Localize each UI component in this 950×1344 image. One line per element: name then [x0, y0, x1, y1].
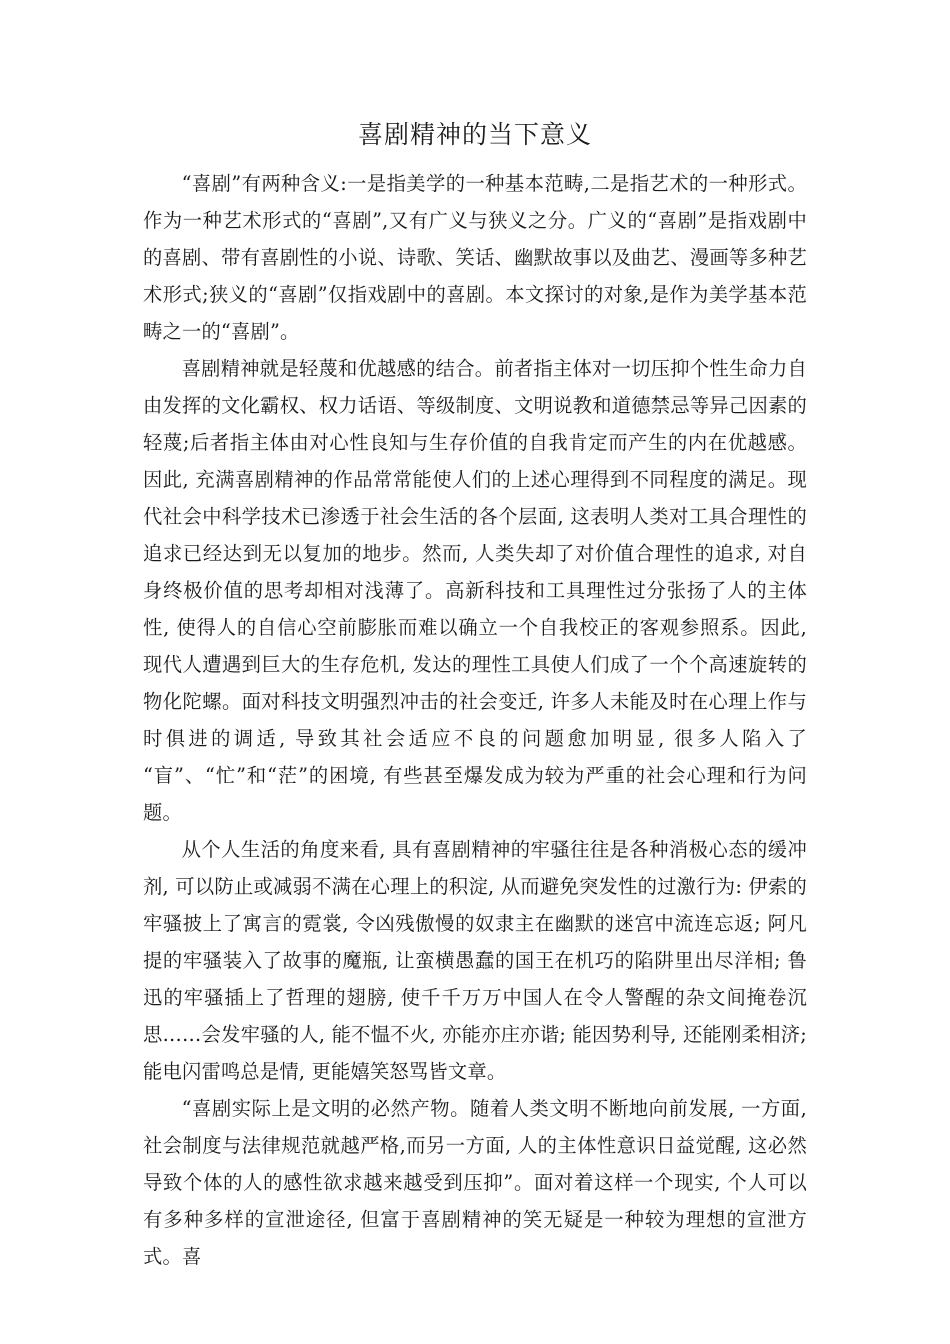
article-body: [143, 165, 807, 1275]
paragraph-3: 从个人生活的角度来看, 具有喜剧精神的牢骚往往是各种消极心态的缓冲剂, 可以防止或减弱不满在心理上的积淀, 从而避免突发性的过激行为: 伊索的牢骚披上了寓言的霓裳, 令凶残傲慢的奴隶主在幽默的迷宫中流连忘返; 阿凡提的牢骚装入了故事的魔瓶, 让蛮横愚蠢的国王在机巧的陷阱里出尽洋相; 鲁迅的牢骚插上了哲理的翅膀, 使千千万万中国人在令人警醒的杂文间掩卷沉思……会发牢骚的人, 能不愠不火, 亦能亦庄亦谐; 能因势利导, 还能刚柔相济; 能电闪雷鸣总是情, 更能嬉笑怒骂皆文章。: [143, 838, 807, 1083]
paragraph-1: “喜剧”有两种含义:一是指美学的一种基本范畴,二是指艺术的一种形式。作为一种艺术形式的“喜剧”,又有广义与狭义之分。广义的“喜剧”是指戏剧中的喜剧、带有喜剧性的小说、诗歌、笑话、幽默故事以及曲艺、漫画等多种艺术形式;狭义的“喜剧”仅指戏剧中的喜剧。本文探讨的对象,是作为美学基本范畴之一的“喜剧”。: [143, 172, 807, 343]
paragraph-2: 喜剧精神就是轻蔑和优越感的结合。前者指主体对一切压抑个性生命力自由发挥的文化霸权、权力话语、等级制度、文明说教和道德禁忌等异己因素的轻蔑;后者指主体由对心性良知与生存价值的自我肯定而产生的内在优越感。因此, 充满喜剧精神的作品常常能使人们的上述心理得到不同程度的满足。现代社会中科学技术已渗透于社会生活的各个层面, 这表明人类对工具合理性的追求已经达到无以复加的地步。然而, 人类失却了对价值合理性的追求, 对自身终极价值的思考却相对浅薄了。高新科技和工具理性过分张扬了人的主体性, 使得人的自信心空前膨胀而难以确立一个自我校正的客观参照系。因此, 现代人遭遇到巨大的生存危机, 发达的理性工具使人们成了一个个高速旋转的物化陀螺。面对科技文明强烈冲击的社会变迁, 许多人未能及时在心理上作与时俱进的调适, 导致其社会适应不良的问题愈加明显, 很多人陷入了 “盲”、“忙”和“茫”的困境, 有些甚至爆发成为较为严重的社会心理和行为问题。: [143, 357, 807, 824]
page-title: 喜剧精神的当下意义: [357, 120, 592, 149]
paragraph-4: “喜剧实际上是文明的必然产物。随着人类文明不断地向前发展, 一方面, 社会制度与法律规范就越严格,而另一方面, 人的主体性意识日益觉醒, 这必然导致个体的人的感性欲求越来越受到压抑”。面对着这样一个现实, 个人可以有多种多样的宣泄途径, 但富于喜剧精神的笑无疑是一种较为理想的宣泄方式。喜: [143, 1097, 807, 1268]
